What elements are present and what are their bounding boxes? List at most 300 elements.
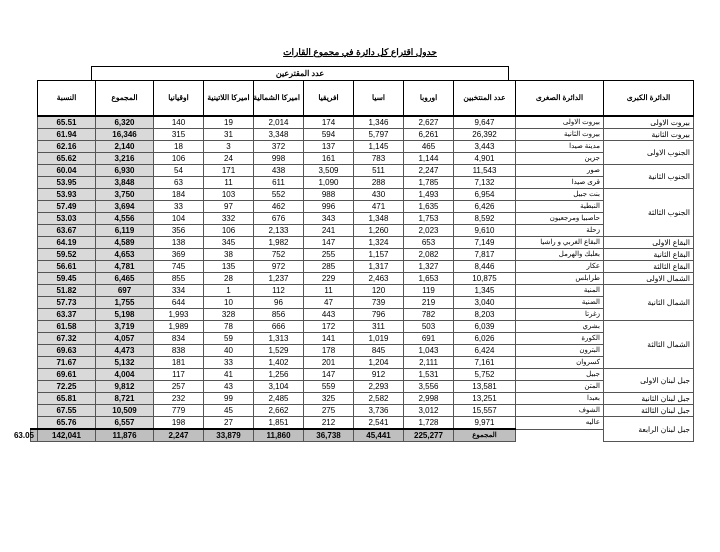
district-cell: جزين [516,153,604,165]
asia-cell: 2,582 [354,393,404,405]
total-cell: 4,653 [96,249,154,261]
summary-label: المجموع [454,429,516,442]
europe-cell: 2,247 [404,165,454,177]
table-row [31,189,694,201]
district-cell: زغرتا [516,309,604,321]
registered-cell: 6,954 [454,189,516,201]
latin-america-cell: 171 [204,165,254,177]
asia-cell: 1,260 [354,225,404,237]
district-cell: بيروت الاولى [516,116,604,129]
ratio-cell: 61.94 [38,129,96,141]
registered-cell: 7,132 [454,177,516,189]
district-cell: عاليه [516,417,604,430]
region-cell: الشمال الاولى [604,273,694,285]
latin-america-cell: 31 [204,129,254,141]
ratio-cell: 59.52 [38,249,96,261]
ratio-cell: 57.49 [38,201,96,213]
asia-cell: 120 [354,285,404,297]
europe-cell: 1,635 [404,201,454,213]
europe-cell: 653 [404,237,454,249]
ratio-cell: 71.67 [38,357,96,369]
europe-cell: 691 [404,333,454,345]
registered-cell: 11,543 [454,165,516,177]
header-row [31,81,694,117]
north-america-cell: 998 [254,153,304,165]
ratio-cell: 67.55 [38,405,96,417]
ratio-cell: 53.95 [38,177,96,189]
north-america-cell: 438 [254,165,304,177]
district-cell: المتن [516,381,604,393]
latin-america-cell: 24 [204,153,254,165]
oceania-cell: 232 [154,393,204,405]
ratio-cell: 65.81 [38,393,96,405]
summary-latin-america: 2,247 [154,429,204,442]
region-cell: البقاع الثانية [604,249,694,261]
europe-cell: 1,327 [404,261,454,273]
table-row [31,321,694,333]
ratio-cell: 65.76 [38,417,96,430]
latin-america-cell: 40 [204,345,254,357]
oceania-cell: 257 [154,381,204,393]
region-cell: جبل لبنان الثالثة [604,405,694,417]
document-title: جدول اقتراع كل دائرة في مجموع القارات [283,47,437,57]
region-cell: الجنوب الثانية [604,165,694,189]
north-america-cell: 96 [254,297,304,309]
summary-north-america: 33,879 [204,429,254,442]
asia-cell: 311 [354,321,404,333]
north-america-cell: 552 [254,189,304,201]
district-cell: الضنية [516,297,604,309]
table-body [13,116,694,442]
africa-cell: 161 [304,153,354,165]
registered-cell: 9,971 [454,417,516,430]
latin-america-cell: 332 [204,213,254,225]
ratio-cell: 69.63 [38,345,96,357]
registered-cell: 6,424 [454,345,516,357]
latin-america-cell: 1 [204,285,254,297]
asia-cell: 3,736 [354,405,404,417]
asia-cell: 912 [354,369,404,381]
north-america-cell: 1,313 [254,333,304,345]
europe-cell: 2,627 [404,116,454,129]
europe-cell: 6,261 [404,129,454,141]
asia-cell: 739 [354,297,404,309]
table-row [31,393,694,405]
europe-cell: 2,023 [404,225,454,237]
asia-cell: 1,346 [354,116,404,129]
north-america-cell: 112 [254,285,304,297]
ratio-cell: 57.73 [38,297,96,309]
africa-cell: 147 [304,237,354,249]
oceania-cell: 315 [154,129,204,141]
total-cell: 10,509 [96,405,154,417]
total-cell: 2,140 [96,141,154,153]
north-america-cell: 1,529 [254,345,304,357]
africa-cell: 47 [304,297,354,309]
north-america-cell: 1,237 [254,273,304,285]
table-row [31,309,694,321]
ratio-cell: 60.04 [38,165,96,177]
region-cell: بيروت الثانية [604,129,694,141]
table-row [31,116,694,129]
latin-america-cell: 106 [204,225,254,237]
asia-cell: 796 [354,309,404,321]
district-cell: عكار [516,261,604,273]
total-cell: 4,057 [96,333,154,345]
oceania-cell: 369 [154,249,204,261]
registered-cell: 7,161 [454,357,516,369]
europe-cell: 1,531 [404,369,454,381]
district-cell: المنية [516,285,604,297]
latin-america-cell: 3 [204,141,254,153]
africa-cell: 174 [304,116,354,129]
africa-cell: 212 [304,417,354,430]
header-asia: اسيا [354,81,404,117]
latin-america-cell: 99 [204,393,254,405]
oceania-cell: 184 [154,189,204,201]
registered-cell: 13,581 [454,381,516,393]
asia-cell: 2,293 [354,381,404,393]
ratio-cell: 53.93 [38,189,96,201]
district-cell: الشوف [516,405,604,417]
oceania-cell: 18 [154,141,204,153]
asia-cell: 5,797 [354,129,404,141]
total-cell: 697 [96,285,154,297]
europe-cell: 465 [404,141,454,153]
africa-cell: 241 [304,225,354,237]
latin-america-cell: 43 [204,381,254,393]
ratio-cell: 67.32 [38,333,96,345]
ratio-cell: 63.67 [38,225,96,237]
registered-cell: 5,752 [454,369,516,381]
registered-cell: 8,592 [454,213,516,225]
europe-cell: 2,998 [404,393,454,405]
asia-cell: 1,145 [354,141,404,153]
summary-oceania: 11,876 [96,429,154,442]
africa-cell: 172 [304,321,354,333]
table-row [31,177,694,189]
europe-cell: 1,785 [404,177,454,189]
region-cell: الشمال الثانية [604,285,694,321]
header-europe: اوروبا [404,81,454,117]
oceania-cell: 855 [154,273,204,285]
registered-cell: 6,426 [454,201,516,213]
registered-cell: 26,392 [454,129,516,141]
district-cell: جبيل [516,369,604,381]
north-america-cell: 611 [254,177,304,189]
total-cell: 4,004 [96,369,154,381]
oceania-cell: 104 [154,213,204,225]
europe-cell: 1,493 [404,189,454,201]
north-america-cell: 1,402 [254,357,304,369]
africa-cell: 11 [304,285,354,297]
latin-america-cell: 103 [204,189,254,201]
header-north-america: اميركا الشمالية [254,81,304,117]
total-cell: 1,755 [96,297,154,309]
europe-cell: 1,043 [404,345,454,357]
summary-empty-cell [516,429,604,442]
table-row [31,369,694,381]
summary-asia: 36,738 [304,429,354,442]
latin-america-cell: 11 [204,177,254,189]
europe-cell: 3,012 [404,405,454,417]
oceania-cell: 356 [154,225,204,237]
total-cell: 16,346 [96,129,154,141]
north-america-cell: 2,014 [254,116,304,129]
ratio-cell: 59.45 [38,273,96,285]
registered-cell: 7,149 [454,237,516,249]
table-row [31,165,694,177]
north-america-cell: 372 [254,141,304,153]
latin-america-cell: 135 [204,261,254,273]
total-cell: 6,465 [96,273,154,285]
oceania-cell: 834 [154,333,204,345]
africa-cell: 996 [304,201,354,213]
north-america-cell: 3,104 [254,381,304,393]
district-cell: صور [516,165,604,177]
table-row [31,213,694,225]
africa-cell: 343 [304,213,354,225]
europe-cell: 503 [404,321,454,333]
asia-cell: 783 [354,153,404,165]
asia-cell: 845 [354,345,404,357]
latin-america-cell: 345 [204,237,254,249]
summary-europe: 45,441 [354,429,404,442]
registered-cell: 9,610 [454,225,516,237]
africa-cell: 443 [304,309,354,321]
latin-america-cell: 38 [204,249,254,261]
africa-cell: 275 [304,405,354,417]
ratio-cell: 64.19 [38,237,96,249]
asia-cell: 1,157 [354,249,404,261]
summary-ratio: 63.05 [31,429,38,442]
total-cell: 3,750 [96,189,154,201]
ratio-cell: 65.62 [38,153,96,165]
north-america-cell: 462 [254,201,304,213]
oceania-cell: 140 [154,116,204,129]
registered-cell: 10,875 [454,273,516,285]
total-cell: 8,721 [96,393,154,405]
table-row [31,405,694,417]
results-table [13,80,694,442]
oceania-cell: 644 [154,297,204,309]
latin-america-cell: 28 [204,273,254,285]
latin-america-cell: 27 [204,417,254,430]
table-row [31,141,694,153]
africa-cell: 147 [304,369,354,381]
header-africa: افريقيا [304,81,354,117]
oceania-cell: 838 [154,345,204,357]
oceania-cell: 138 [154,237,204,249]
table-row [31,285,694,297]
total-cell: 6,557 [96,417,154,430]
registered-cell: 15,557 [454,405,516,417]
oceania-cell: 181 [154,357,204,369]
oceania-cell: 54 [154,165,204,177]
africa-cell: 3,509 [304,165,354,177]
latin-america-cell: 33 [204,357,254,369]
table-row [31,225,694,237]
table-row [31,381,694,393]
registered-cell: 3,443 [454,141,516,153]
header-oceania: اوقيانيا [154,81,204,117]
oceania-cell: 33 [154,201,204,213]
north-america-cell: 2,485 [254,393,304,405]
region-cell: الجنوب الاولى [604,141,694,165]
africa-cell: 988 [304,189,354,201]
europe-cell: 2,111 [404,357,454,369]
north-america-cell: 2,133 [254,225,304,237]
oceania-cell: 745 [154,261,204,273]
latin-america-cell: 41 [204,369,254,381]
africa-cell: 255 [304,249,354,261]
ratio-cell: 65.51 [38,116,96,129]
north-america-cell: 856 [254,309,304,321]
oceania-cell: 198 [154,417,204,430]
ratio-cell: 62.16 [38,141,96,153]
voters-group-header: عدد المقترعين [91,66,509,80]
total-cell: 6,930 [96,165,154,177]
africa-cell: 229 [304,273,354,285]
asia-cell: 1,324 [354,237,404,249]
ratio-cell: 72.25 [38,381,96,393]
table-row [31,237,694,249]
europe-cell: 2,082 [404,249,454,261]
ratio-cell: 53.03 [38,213,96,225]
north-america-cell: 676 [254,213,304,225]
oceania-cell: 1,993 [154,309,204,321]
table-row [31,345,694,357]
region-cell: جبل لبنان الاولى [604,369,694,393]
district-cell: الكورة [516,333,604,345]
district-cell: طرابلس [516,273,604,285]
region-cell: الشمال الثالثة [604,321,694,369]
europe-cell: 219 [404,297,454,309]
table-row [31,153,694,165]
asia-cell: 2,463 [354,273,404,285]
europe-cell: 1,728 [404,417,454,430]
latin-america-cell: 97 [204,201,254,213]
asia-cell: 1,317 [354,261,404,273]
registered-cell: 6,039 [454,321,516,333]
north-america-cell: 1,256 [254,369,304,381]
region-cell: البقاع الاولى [604,237,694,249]
table-row [31,417,694,430]
district-cell: بشري [516,321,604,333]
header-district: الدائرة الصغرى [516,81,604,117]
region-cell: جبل لبنان الثانية [604,393,694,405]
africa-cell: 594 [304,129,354,141]
total-cell: 3,848 [96,177,154,189]
oceania-cell: 779 [154,405,204,417]
latin-america-cell: 59 [204,333,254,345]
ratio-cell: 56.61 [38,261,96,273]
africa-cell: 325 [304,393,354,405]
asia-cell: 2,541 [354,417,404,430]
africa-cell: 137 [304,141,354,153]
total-cell: 4,473 [96,345,154,357]
oceania-cell: 1,989 [154,321,204,333]
oceania-cell: 106 [154,153,204,165]
total-cell: 4,781 [96,261,154,273]
europe-cell: 1,653 [404,273,454,285]
table-row [31,273,694,285]
district-cell: مدينة صيدا [516,141,604,153]
total-cell: 5,132 [96,357,154,369]
table-row [31,261,694,273]
table-row [31,357,694,369]
registered-cell: 3,040 [454,297,516,309]
africa-cell: 285 [304,261,354,273]
total-cell: 6,320 [96,116,154,129]
district-cell: البترون [516,345,604,357]
ratio-cell: 51.82 [38,285,96,297]
registered-cell: 7,817 [454,249,516,261]
district-cell: البقاع الغربي و راشيا [516,237,604,249]
latin-america-cell: 10 [204,297,254,309]
north-america-cell: 666 [254,321,304,333]
header-latin-america: اميركا اللاتينية [204,81,254,117]
north-america-cell: 2,662 [254,405,304,417]
registered-cell: 8,446 [454,261,516,273]
table-row [31,333,694,345]
table-row [31,297,694,309]
asia-cell: 1,204 [354,357,404,369]
district-cell: كسروان [516,357,604,369]
registered-cell: 6,026 [454,333,516,345]
total-cell: 3,216 [96,153,154,165]
district-cell: بيروت الثانية [516,129,604,141]
total-cell: 9,812 [96,381,154,393]
latin-america-cell: 19 [204,116,254,129]
registered-cell: 8,203 [454,309,516,321]
district-cell: النبطية [516,201,604,213]
registered-cell: 9,647 [454,116,516,129]
summary-registered: 225,277 [404,429,454,442]
europe-cell: 782 [404,309,454,321]
ratio-cell: 61.58 [38,321,96,333]
header-ratio: النسبة [38,81,96,117]
latin-america-cell: 78 [204,321,254,333]
oceania-cell: 334 [154,285,204,297]
north-america-cell: 1,982 [254,237,304,249]
region-cell: البقاع الثالثة [604,261,694,273]
district-cell: بعلبك والهرمل [516,249,604,261]
district-cell: حاصبيا ومرجعيون [516,213,604,225]
asia-cell: 1,019 [354,333,404,345]
registered-cell: 4,901 [454,153,516,165]
ratio-cell: 69.61 [38,369,96,381]
total-cell: 4,556 [96,213,154,225]
total-cell: 5,198 [96,309,154,321]
table-row [31,249,694,261]
north-america-cell: 752 [254,249,304,261]
europe-cell: 1,144 [404,153,454,165]
europe-cell: 1,753 [404,213,454,225]
asia-cell: 430 [354,189,404,201]
header-registered: عدد المنتخبين [454,81,516,117]
africa-cell: 559 [304,381,354,393]
summary-africa: 11,860 [254,429,304,442]
header-region: الدائرة الكبرى [604,81,694,117]
oceania-cell: 117 [154,369,204,381]
total-cell: 4,589 [96,237,154,249]
registered-cell: 13,251 [454,393,516,405]
africa-cell: 141 [304,333,354,345]
latin-america-cell: 45 [204,405,254,417]
summary-total: 142,041 [38,429,96,442]
registered-cell: 1,345 [454,285,516,297]
